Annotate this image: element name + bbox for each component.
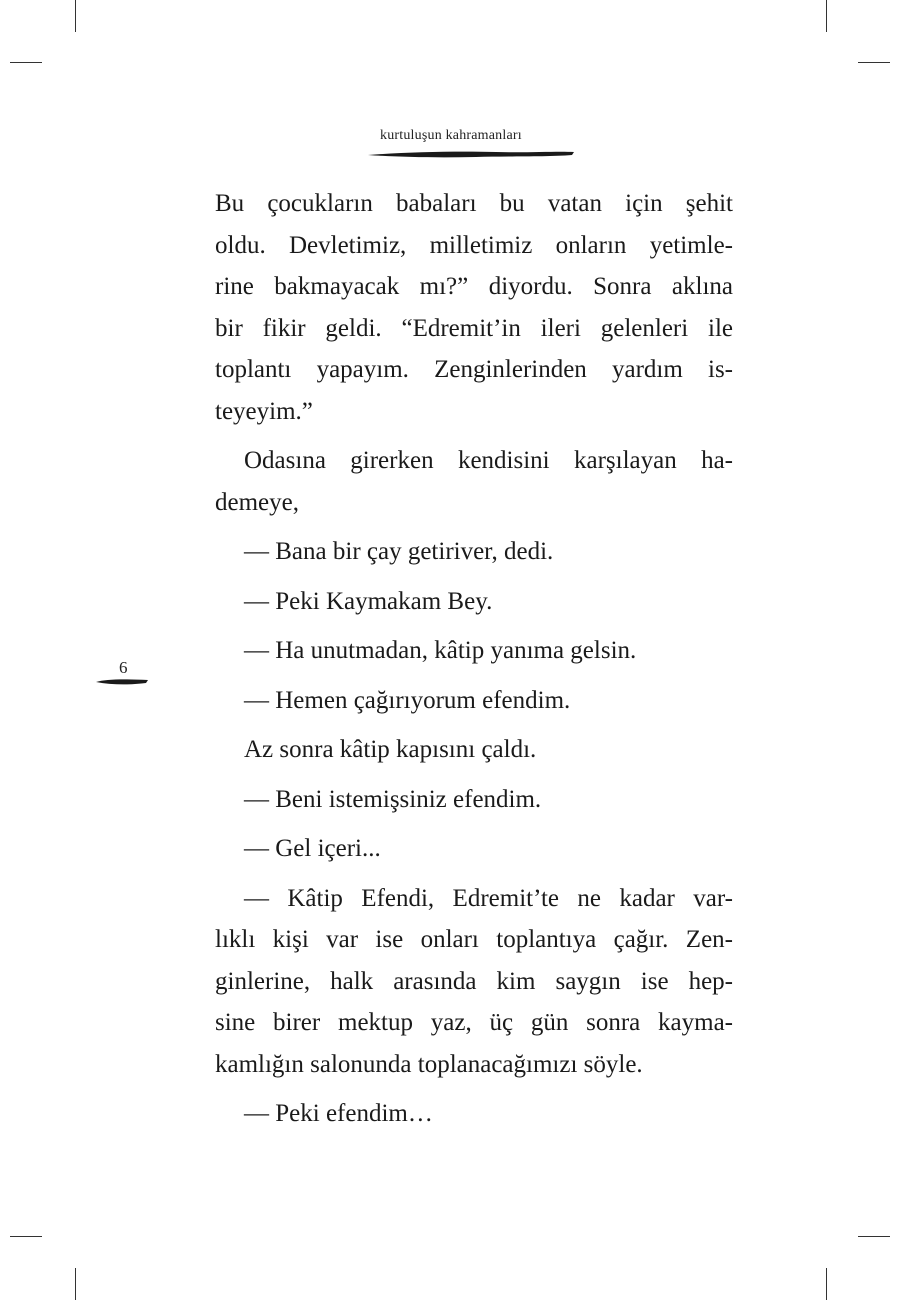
page-number-brush-stroke xyxy=(94,677,150,687)
text-line: Bu çocukların babaları bu vatan için şehit xyxy=(215,190,733,217)
text-line: bir fikir geldi. “Edremit’in ileri gelenleri ile xyxy=(215,314,733,342)
crop-mark-bottom-right-h xyxy=(858,1236,890,1237)
narration-line: Az sonra kâtip kapısını çaldı. xyxy=(244,736,537,763)
crop-mark-top-left xyxy=(75,0,76,32)
crop-mark-top-left-h xyxy=(10,62,42,63)
text-line: Odasına girerken kendisini karşılayan ha- xyxy=(244,447,733,474)
dialogue-line: — Hemen çağırıyorum efendim. xyxy=(244,686,571,714)
dialogue-line: — Peki Kaymakam Bey. xyxy=(244,587,493,615)
text-line: oldu. Devletimiz, milletimiz onların yetimle- xyxy=(215,231,733,259)
text-line: demeye, xyxy=(215,488,299,516)
dialogue-line: — Ha unutmadan, kâtip yanıma gelsin. xyxy=(244,637,637,664)
body-text xyxy=(215,183,733,1135)
page-number: 6 xyxy=(119,658,128,677)
dialogue-line: — Peki efendim… xyxy=(244,1100,433,1127)
running-head-brush-stroke xyxy=(366,148,576,160)
crop-mark-bottom-left-h xyxy=(10,1236,42,1237)
crop-mark-bottom-left xyxy=(75,1268,76,1300)
text-line: teyeyim.” xyxy=(215,397,313,425)
text-line: lıklı kişi var ise onları toplantıya çağır. Zen- xyxy=(215,926,733,953)
dialogue-line: — Gel içeri... xyxy=(244,835,381,862)
text-line: toplantı yapayım. Zenginlerinden yardım is- xyxy=(215,356,733,383)
text-line: sine birer mektup yaz, üç gün sonra kayma- xyxy=(215,1009,733,1036)
crop-mark-top-right-h xyxy=(858,62,890,63)
crop-mark-top-right xyxy=(826,0,827,32)
text-line: ginlerine, halk arasında kim saygın ise hep- xyxy=(215,967,733,995)
text-line: rine bakmayacak mı?” diyordu. Sonra aklına xyxy=(215,273,733,300)
running-head: kurtuluşun kahramanları xyxy=(380,128,522,143)
dialogue-line: — Bana bir çay getiriver, dedi. xyxy=(244,538,554,565)
crop-mark-bottom-right xyxy=(826,1268,827,1300)
dialogue-line: — Beni istemişsiniz efendim. xyxy=(244,785,542,813)
dialogue-line: — Kâtip Efendi, Edremit’te ne kadar var- xyxy=(244,884,733,912)
text-line: kamlığın salonunda toplanacağımızı söyle. xyxy=(215,1050,643,1078)
